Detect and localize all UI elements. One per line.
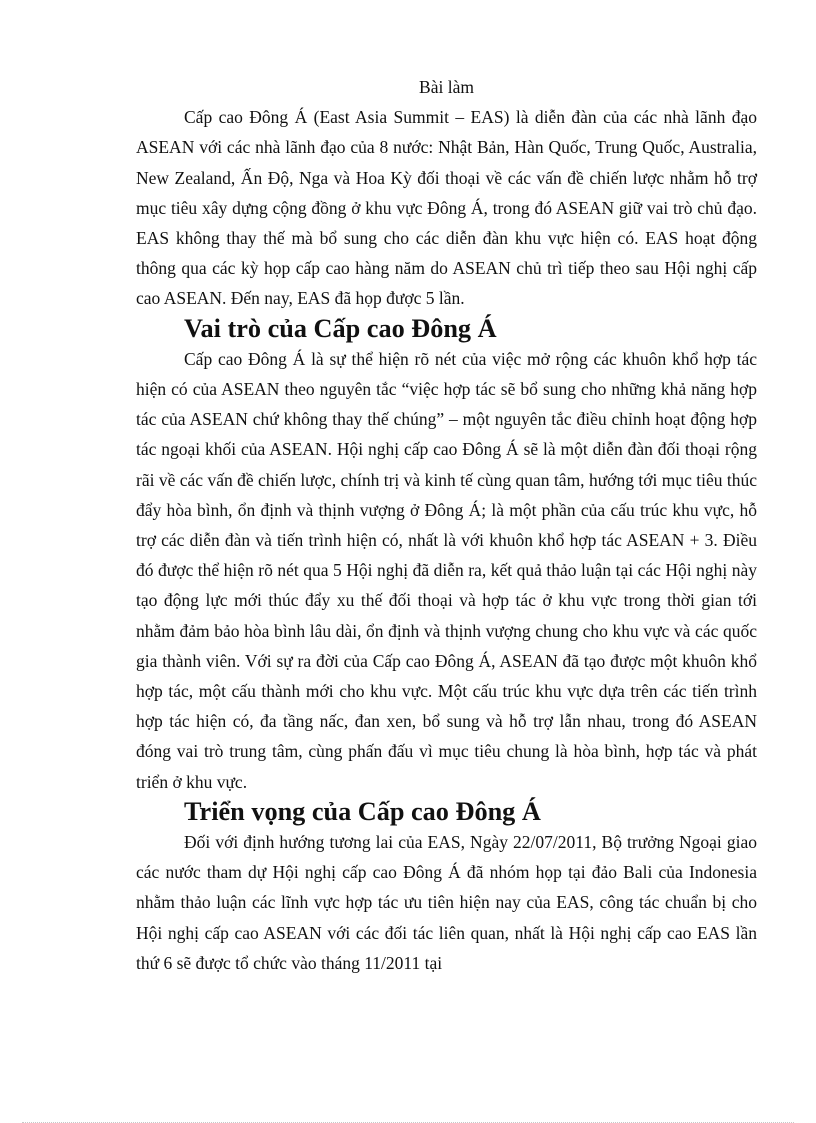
document-page	[136, 72, 757, 978]
intro-paragraph: Cấp cao Đông Á (East Asia Summit – EAS) là diễn đàn của các nhà lãnh đạo ASEAN với các nhà lãnh đạo của 8 nước: Nhật Bản, Hàn Quốc, Trung Quốc, Australia, New Zealand, Ấn Độ, Nga và Hoa Kỳ đối thoại về các vấn đề chiến lược nhằm hỗ trợ mục tiêu xây dựng cộng đồng ở khu vực Đông Á, trong đó ASEAN giữ vai trò chủ đạo. EAS không thay thế mà bổ sung cho các diễn đàn khu vực hiện có. EAS hoạt động thông qua các kỳ họp cấp cao hàng năm do ASEAN chủ trì tiếp theo sau Hội nghị cấp cao ASEAN. Đến nay, EAS đã họp được 5 lần.	[136, 107, 757, 309]
section-heading-role: Vai trò của Cấp cao Đông Á	[184, 313, 497, 343]
section-body-role: Cấp cao Đông Á là sự thể hiện rõ nét của việc mở rộng các khuôn khổ hợp tác hiện có của ASEAN theo nguyên tắc “việc hợp tác sẽ bổ sung cho những khả năng hợp tác của ASEAN chứ không thay thế chúng” – một nguyên tắc điều chỉnh hoạt động hợp tác ngoại khối của ASEAN. Hội nghị cấp cao Đông Á sẽ là một diễn đàn đối thoại rộng rãi về các vấn đề chiến lược, chính trị và kinh tế cùng quan tâm, hướng tới mục tiêu thúc đẩy hòa bình, ổn định và thịnh vượng ở Đông Á; là một phần của cấu trúc khu vực, hỗ trợ các diễn đàn và tiến trình hiện có, nhất là với khuôn khổ hợp tác ASEAN + 3. Điều đó được thể hiện rõ nét qua 5 Hội nghị đã diễn ra, kết quả thảo luận tại các Hội nghị này tạo động lực mới thúc đẩy xu thế đối thoại và hợp tác ở khu vực trong thời gian tới nhằm đảm bảo hòa bình lâu dài, ổn định và thịnh vượng chung cho khu vực và các quốc gia thành viên. Với sự ra đời của Cấp cao Đông Á, ASEAN đã tạo được một khuôn khổ hợp tác, một cấu thành mới cho khu vực. Một cấu trúc khu vực dựa trên các tiến trình hợp tác hiện có, đa tầng nấc, đan xen, bổ sung và hỗ trợ lẫn nhau, trong đó ASEAN đóng vai trò trung tâm, cùng phấn đấu vì mục tiêu chung là hòa bình, hợp tác và phát triển ở khu vực.	[136, 348, 757, 792]
document-title: Bài làm	[419, 77, 474, 97]
section-heading-prospects: Triển vọng của Cấp cao Đông Á	[184, 796, 541, 826]
section-body-prospects: Đối với định hướng tương lai của EAS, Ngày 22/07/2011, Bộ trưởng Ngoại giao các nước tham dự Hội nghị cấp cao Đông Á đã nhóm họp tại đảo Bali của Indonesia nhằm thảo luận các lĩnh vực hợp tác ưu tiên hiện nay của EAS, công tác chuẩn bị cho Hội nghị cấp cao ASEAN với các đối tác liên quan, nhất là Hội nghị cấp cao EAS lần thứ 6 sẽ được tổ chức vào tháng 11/2011 tại	[136, 832, 757, 973]
